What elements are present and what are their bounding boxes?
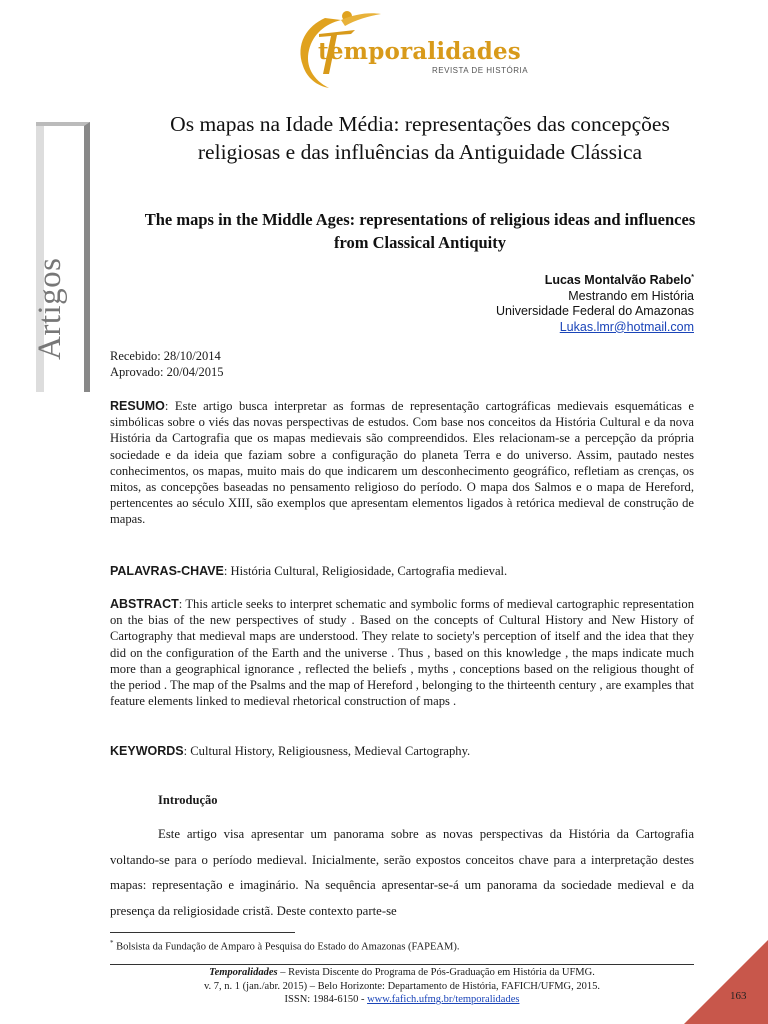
keywords-text: : Cultural History, Religiousness, Medieval Cartography. [183, 744, 471, 758]
submission-dates [110, 348, 224, 380]
author-footnote-marker: * [691, 274, 694, 281]
palavras-chave-label: PALAVRAS-CHAVE [110, 564, 224, 578]
received-date: Recebido: 28/10/2014 [110, 349, 221, 363]
footer-line-1-text: – Revista Discente do Programa de Pós-Graduação em História da UFMG. [277, 967, 595, 978]
section-label: Artigos [32, 257, 68, 360]
author-institution: Universidade Federal do Amazonas [495, 304, 694, 319]
abstract-paragraph [110, 596, 694, 709]
footer-line-3 [110, 993, 694, 1007]
footer-journal-name: Temporalidades [209, 967, 278, 978]
keywords-paragraph [110, 743, 694, 759]
approved-date: Aprovado: 20/04/2015 [110, 365, 224, 379]
footer-url-link[interactable]: www.fafich.ufmg.br/temporalidades [367, 994, 520, 1005]
journal-name: temporalidades [318, 38, 521, 65]
article-title-pt: Os mapas na Idade Média: representações das concepções religiosas e das influências da Antiguidade Clássica [170, 112, 670, 164]
author-name-line [496, 270, 694, 289]
abstract-text: : This article seeks to interpret schematic and symbolic forms of medieval cartographic representation on the bias of the new perspectives of study . Based on the concepts of Cultural History and New History of Cartography that medieval maps are understood. They relate to society's perception of itself and the idea that they did on the configuration of the Earth and the universe . Thus , based on this knowledge , the maps indicate much more than a geographical ignorance , reflected the beliefs , myths , conceptions based on the religious thought of the period . The map of the Psalms and the map of Hereford , belonging to the thirteenth century , are examples that feature elements linked to medieval rhetorical construction of maps . [110, 597, 694, 709]
footer-rule [110, 964, 694, 965]
author-block [496, 270, 694, 335]
corner-triangle [684, 940, 768, 1024]
footer-issn: ISSN: 1984-6150 - [284, 994, 368, 1005]
footnote-rule [110, 932, 295, 933]
footnote-marker: * [110, 939, 114, 947]
resumo-paragraph [110, 398, 694, 528]
journal-subtitle: REVISTA DE HISTÓRIA [432, 66, 529, 75]
footnote [110, 939, 459, 953]
footer-line-1 [110, 966, 694, 980]
palavras-chave-text: : História Cultural, Religiosidade, Cartografia medieval. [223, 564, 508, 578]
author-name: Lucas Montalvão Rabelo [544, 273, 692, 288]
page-footer [110, 966, 694, 1007]
resumo-label: RESUMO [110, 399, 165, 413]
author-email-link[interactable]: Lukas.lmr@hotmail.com [559, 319, 694, 334]
resumo-text: : Este artigo busca interpretar as formas de representação cartográficas medievais esquemáticas e simbólicas sobre o viés das novas perspectivas de estudos. Com base nos conceitos da História Cultural e da nova História da Cartografia que os mapas medievais são compreendidos. Eles relacionam-se a percepção da própria sociedade e da ideia que faziam sobre a configuração do planeta Terra e do universo. Assim, pautado nestes conhecimentos, os mapas, muito mais do que indicarem um desconhecimento geográfico, refletiam as crenças, os mitos, as concepções baseadas no pensamento religioso do período. O mapa dos Salmos e o mapa de Hereford, pertencentes ao século XIII, são exemplos que apresentam elementos ligados à retórica medieval de construção de mapas. [110, 399, 694, 527]
introduction-text: Este artigo visa apresentar um panorama sobre as novas perspectivas da História da Cartografia voltando-se para o período medieval. Inicialmente, serão expostos conceitos chave para a interpretação destes mapas: representação e imaginário. Na sequência apresentar-se-á um panorama da sociedade medieval e da presença da religiosidade cristã. Deste contexto parte-se [110, 827, 694, 918]
page-number: 163 [730, 990, 747, 1002]
keywords-label: KEYWORDS [110, 744, 184, 758]
introduction-heading: Introdução [158, 793, 218, 807]
footnote-text: Bolsista da Fundação de Amparo à Pesquisa do Estado do Amazonas (FAPEAM). [113, 941, 460, 953]
article-title-en: The maps in the Middle Ages: representations of religious ideas and influences from Classical Antiquity [144, 210, 696, 252]
palavras-chave-paragraph [110, 563, 694, 579]
footer-line-2: v. 7, n. 1 (jan./abr. 2015) – Belo Horizonte: Departamento de História, FAFICH/UFMG, 2015. [203, 980, 601, 992]
abstract-label: ABSTRACT [110, 597, 179, 611]
author-degree: Mestrando em História [568, 288, 694, 303]
